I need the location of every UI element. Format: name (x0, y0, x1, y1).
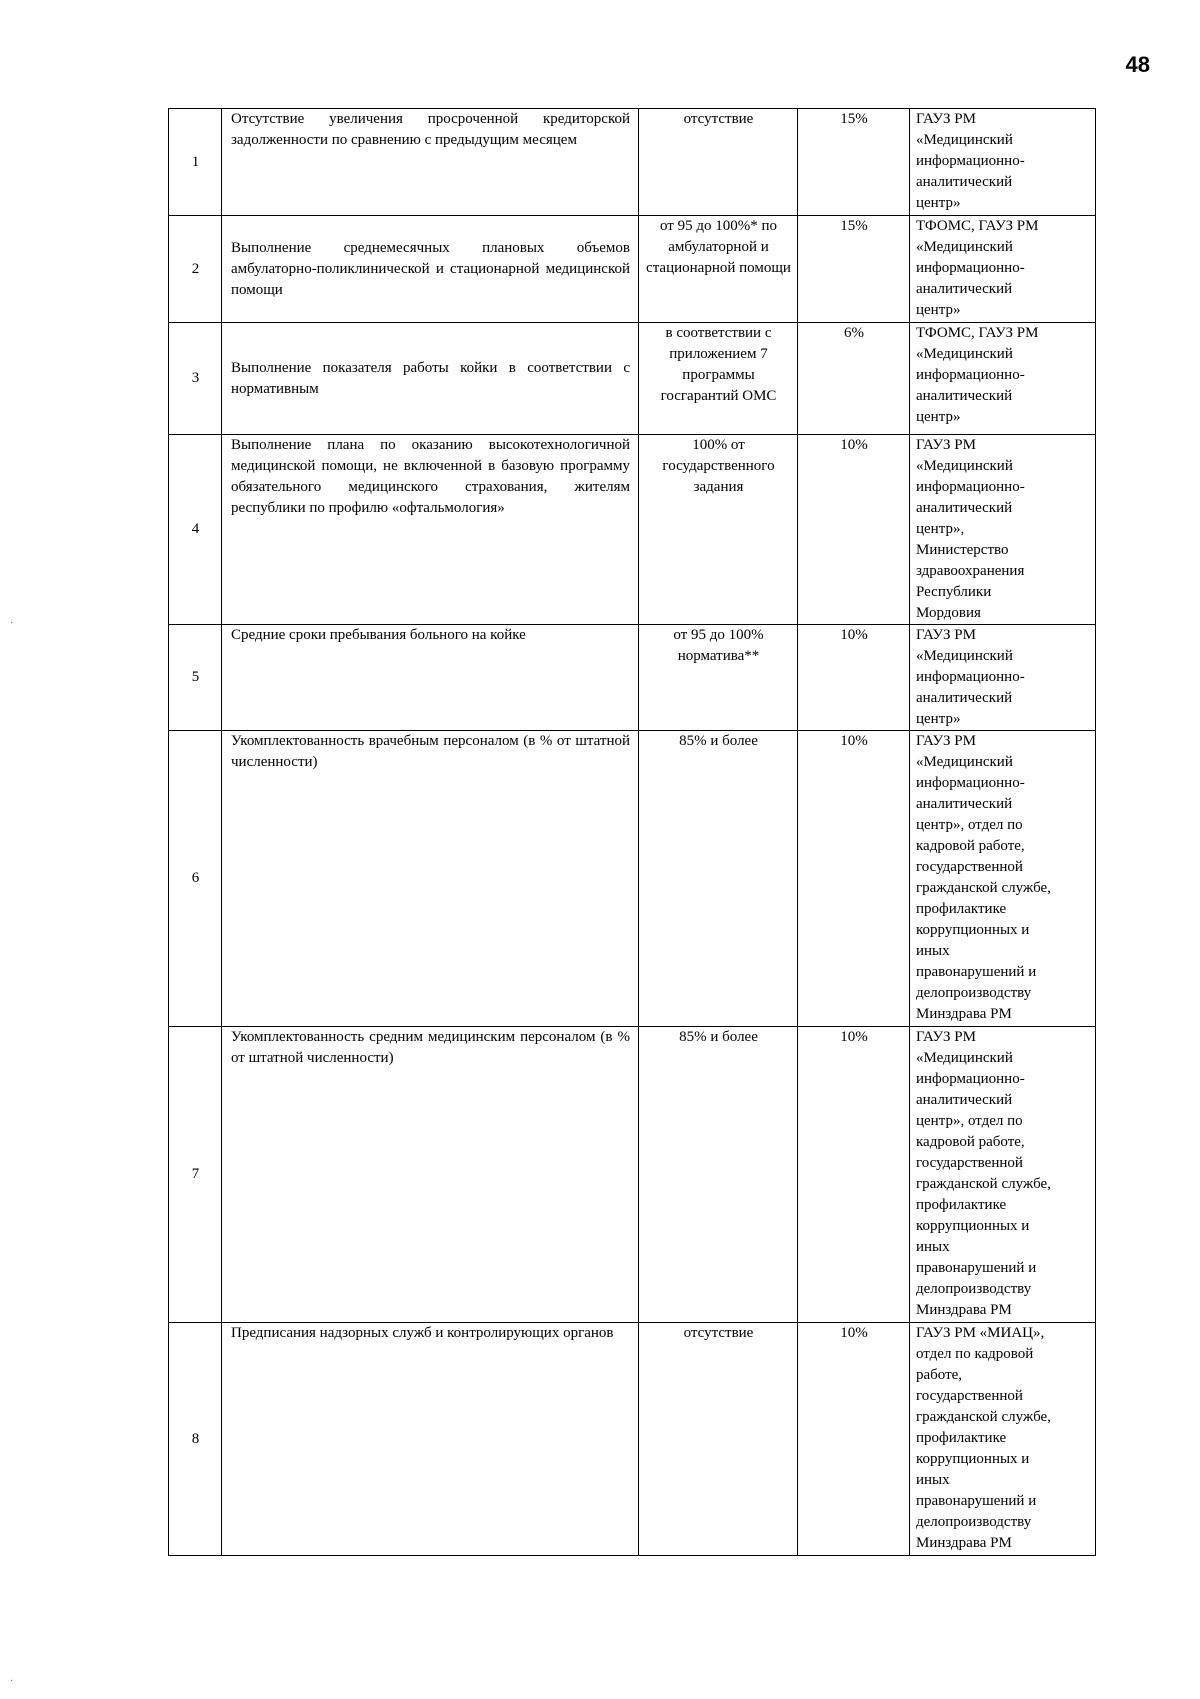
source-line: аналитический (916, 388, 1013, 404)
source-line: Республики (916, 584, 992, 600)
source-line: ГАУЗ РМ (916, 627, 976, 643)
source-line: «Медицинский (916, 132, 1013, 148)
criterion-value: в соответствии с приложением 7 программы госгарантий ОМС (639, 323, 798, 435)
source-line: Министерство (916, 542, 1009, 558)
source-line: информационно- (916, 153, 1025, 169)
source-line: Минздрава РМ (916, 1535, 1012, 1551)
row-number: 8 (169, 1323, 222, 1556)
source-line: «Медицинский (916, 346, 1013, 362)
source-line: «Медицинский (916, 239, 1013, 255)
source-line: гражданской службе, (916, 1409, 1051, 1425)
row-number: 5 (169, 625, 222, 731)
source-line: гражданской службе, (916, 880, 1051, 896)
source-line: правонарушений и (916, 964, 1037, 980)
source-line: работе, (916, 1367, 963, 1383)
source-line: информационно- (916, 1071, 1025, 1087)
source-line: ГАУЗ РМ (916, 1029, 976, 1045)
table-row (169, 1027, 1096, 1323)
source-line: информационно- (916, 479, 1025, 495)
source-line: информационно- (916, 775, 1025, 791)
source-line: делопроизводству (916, 985, 1032, 1001)
table-row (169, 731, 1096, 1027)
source-line: ГАУЗ РМ «МИАЦ», (916, 1325, 1045, 1341)
page-number: 48 (1125, 52, 1150, 77)
criterion-name: Выполнение плана по оказанию высокотехнологичной медицинской помощи, не включенной в базовую программу обязательного медицинского страхования, жителям республики по профилю «офтальмология» (222, 435, 639, 625)
criterion-value: 100% от государственного задания (639, 435, 798, 625)
source-line: «Медицинский (916, 754, 1013, 770)
source-line: делопроизводству (916, 1281, 1032, 1297)
scan-margin-mark: · (10, 618, 14, 629)
criterion-weight: 10% (798, 1027, 910, 1323)
source-line: центр» (916, 195, 961, 211)
criterion-source (910, 109, 1096, 216)
row-number: 2 (169, 216, 222, 323)
source-line: центр», отдел по (916, 817, 1023, 833)
source-line: иных (916, 943, 950, 959)
source-line: аналитический (916, 1092, 1013, 1108)
criterion-weight: 10% (798, 1323, 910, 1556)
source-line: Минздрава РМ (916, 1006, 1012, 1022)
source-line: делопроизводству (916, 1514, 1032, 1530)
source-line: коррупционных и (916, 922, 1030, 938)
criterion-value: отсутствие (639, 1323, 798, 1556)
source-line: Мордовия (916, 605, 981, 621)
source-line: центр» (916, 409, 961, 425)
table-row (169, 216, 1096, 323)
scan-margin-mark: · (10, 1676, 14, 1687)
row-number: 4 (169, 435, 222, 625)
criterion-source (910, 323, 1096, 435)
table-row (169, 323, 1096, 435)
source-line: «Медицинский (916, 648, 1013, 664)
table-row (169, 625, 1096, 731)
source-line: профилактике (916, 1197, 1007, 1213)
source-line: иных (916, 1472, 950, 1488)
source-line: кадровой работе, (916, 838, 1025, 854)
criterion-source (910, 731, 1096, 1027)
criterion-value: от 95 до 100% норматива** (639, 625, 798, 731)
source-line: ГАУЗ РМ (916, 733, 976, 749)
criterion-value: отсутствие (639, 109, 798, 216)
source-line: аналитический (916, 690, 1013, 706)
criterion-name: Отсутствие увеличения просроченной кредиторской задолженности по сравнению с предыдущим месяцем (222, 109, 639, 216)
criterion-value: 85% и более (639, 731, 798, 1027)
source-line: коррупционных и (916, 1451, 1030, 1467)
source-line: здравоохранения (916, 563, 1025, 579)
source-line: государственной (916, 859, 1023, 875)
row-number: 1 (169, 109, 222, 216)
source-line: правонарушений и (916, 1493, 1037, 1509)
criterion-weight: 10% (798, 435, 910, 625)
criterion-source (910, 216, 1096, 323)
source-line: ТФОМС, ГАУЗ РМ (916, 325, 1039, 341)
source-line: информационно- (916, 669, 1025, 685)
row-number: 6 (169, 731, 222, 1027)
source-line: информационно- (916, 260, 1025, 276)
table-row (169, 1323, 1096, 1556)
source-line: государственной (916, 1155, 1023, 1171)
source-line: ГАУЗ РМ (916, 111, 976, 127)
source-line: Минздрава РМ (916, 1302, 1012, 1318)
source-line: правонарушений и (916, 1260, 1037, 1276)
criterion-name: Средние сроки пребывания больного на койке (222, 625, 639, 731)
source-line: кадровой работе, (916, 1134, 1025, 1150)
source-line: аналитический (916, 500, 1013, 516)
row-number: 7 (169, 1027, 222, 1323)
criterion-name: Укомплектованность врачебным персоналом (в % от штатной численности) (222, 731, 639, 1027)
source-line: центр», (916, 521, 965, 537)
criterion-name: Выполнение показателя работы койки в соответствии с нормативным (222, 323, 639, 435)
table-row (169, 435, 1096, 625)
criterion-source (910, 625, 1096, 731)
criterion-source (910, 1323, 1096, 1556)
source-line: центр» (916, 302, 961, 318)
source-line: ГАУЗ РМ (916, 437, 976, 453)
source-line: аналитический (916, 281, 1013, 297)
source-line: отдел по кадровой (916, 1346, 1034, 1362)
row-number: 3 (169, 323, 222, 435)
source-line: ТФОМС, ГАУЗ РМ (916, 218, 1039, 234)
source-line: гражданской службе, (916, 1176, 1051, 1192)
criterion-value: 85% и более (639, 1027, 798, 1323)
source-line: коррупционных и (916, 1218, 1030, 1234)
source-line: профилактике (916, 901, 1007, 917)
criterion-name: Укомплектованность средним медицинским персоналом (в % от штатной численности) (222, 1027, 639, 1323)
source-line: аналитический (916, 174, 1013, 190)
source-line: «Медицинский (916, 458, 1013, 474)
criterion-name: Выполнение среднемесячных плановых объемов амбулаторно-поликлинической и стационарной медицинской помощи (222, 216, 639, 323)
criteria-table (168, 108, 1096, 1556)
criterion-source (910, 1027, 1096, 1323)
criterion-weight: 6% (798, 323, 910, 435)
source-line: информационно- (916, 367, 1025, 383)
criterion-weight: 15% (798, 216, 910, 323)
criterion-weight: 10% (798, 625, 910, 731)
criterion-weight: 10% (798, 731, 910, 1027)
source-line: аналитический (916, 796, 1013, 812)
table-row (169, 109, 1096, 216)
source-line: центр», отдел по (916, 1113, 1023, 1129)
source-line: центр» (916, 711, 961, 727)
source-line: «Медицинский (916, 1050, 1013, 1066)
criterion-source (910, 435, 1096, 625)
source-line: государственной (916, 1388, 1023, 1404)
source-line: профилактике (916, 1430, 1007, 1446)
source-line: иных (916, 1239, 950, 1255)
criterion-value: от 95 до 100%* по амбулаторной и стационарной помощи (639, 216, 798, 323)
criterion-weight: 15% (798, 109, 910, 216)
criterion-name: Предписания надзорных служб и контролирующих органов (222, 1323, 639, 1556)
